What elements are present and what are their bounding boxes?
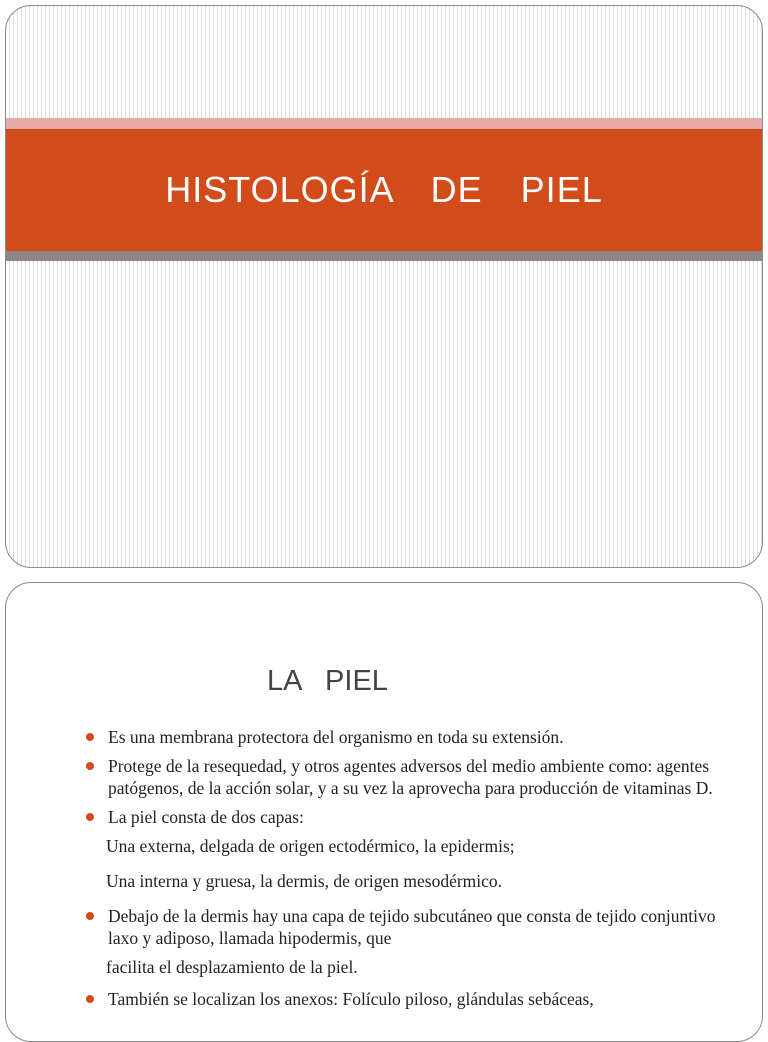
bullet-item xyxy=(86,905,726,949)
sub-line: facilita el desplazamiento de la piel. xyxy=(106,957,358,977)
title-slide xyxy=(5,5,763,568)
bullet-item xyxy=(86,755,726,799)
bullet-item xyxy=(86,726,726,748)
sub-line: Una interna y gruesa, la dermis, de origen mesodérmico. xyxy=(106,871,503,891)
bullet-item xyxy=(86,806,726,828)
title-band xyxy=(6,129,762,251)
bullet-text: Debajo de la dermis hay una capa de tejido subcutáneo que consta de tejido conjuntivo laxo y adiposo, llamada hipodermis, que xyxy=(108,906,716,948)
bullet-dot-icon xyxy=(86,912,94,920)
bullet-text: Protege de la resequedad, y otros agentes adversos del medio ambiente como: agentes patógenos, de la acción solar, y a su vez la aprovecha para producción de vitaminas D. xyxy=(108,756,713,798)
bullet-dot-icon xyxy=(86,733,94,741)
bullet-item xyxy=(86,988,726,1010)
bullet-text: La piel consta de dos capas: xyxy=(108,807,304,827)
bullet-text: También se localizan los anexos: Folículo piloso, glándulas sebáceas, xyxy=(108,989,594,1009)
slide-heading: LA PIEL xyxy=(267,665,388,697)
bullet-dot-icon xyxy=(86,995,94,1003)
bullet-text: Es una membrana protectora del organismo en toda su extensión. xyxy=(108,727,564,747)
accent-band-top xyxy=(6,118,762,129)
sub-line: Una externa, delgada de origen ectodérmico, la epidermis; xyxy=(106,836,515,856)
slide-title: HISTOLOGÍA DE PIEL xyxy=(165,169,603,210)
accent-band-bottom xyxy=(6,251,762,261)
content-slide xyxy=(5,582,763,1042)
bullet-dot-icon xyxy=(86,813,94,821)
bullet-list xyxy=(86,726,726,1017)
bullet-dot-icon xyxy=(86,762,94,770)
